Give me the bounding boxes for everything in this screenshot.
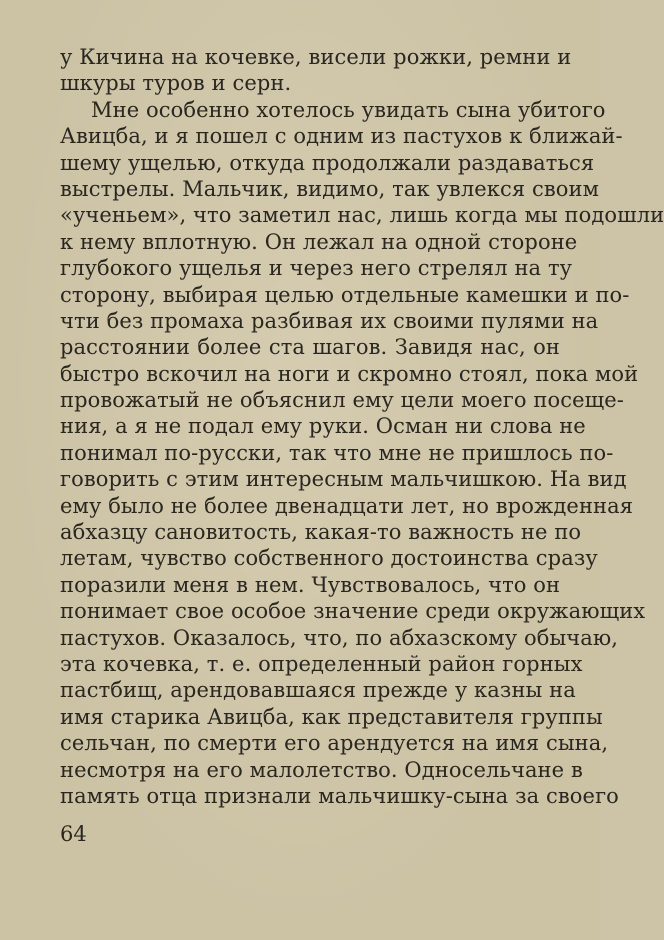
- text-line: говорить с этим интересным мальчишкою. На вид: [60, 467, 627, 492]
- text-line: ния, а я не подал ему руки. Осман ни слова не: [60, 414, 586, 439]
- text-line: к нему вплотную. Он лежал на одной стороне: [60, 229, 578, 254]
- text-line: имя старика Авицба, как представителя группы: [60, 704, 603, 729]
- text-line: понимал по-русски, так что мне не пришлось по-: [60, 440, 614, 465]
- text-line: Авицба, и я пошел с одним из пастухов к ближай-: [60, 124, 623, 149]
- text-line: глубокого ущелья и через него стрелял на ту: [60, 256, 573, 281]
- body-text: [60, 44, 664, 809]
- text-line: летам, чувство собственного достоинства сразу: [60, 546, 598, 571]
- text-line: несмотря на его малолетство. Односельчане в: [60, 757, 583, 782]
- text-line: эта кочевка, т. е. определенный район горных: [60, 651, 583, 676]
- text-line: пастухов. Оказалось, что, по абхазскому обычаю,: [60, 625, 619, 650]
- text-line: сторону, выбирая целью отдельные камешки и по-: [60, 282, 630, 307]
- text-line: понимает свое особое значение среди окружающих: [60, 599, 646, 624]
- text-line: Мне особенно хотелось увидать сына убитого: [91, 97, 606, 122]
- text-line: поразили меня в нем. Чувствовалось, что он: [60, 572, 561, 597]
- text-line: сельчан, по смерти его арендуется на имя сына,: [60, 731, 609, 756]
- text-line: пастбищ, арендовавшаяся прежде у казны на: [60, 678, 576, 703]
- text-line: память отца признали мальчишку-сына за своего: [60, 783, 619, 808]
- text-line: «ученьем», что заметил нас, лишь когда мы подошли: [60, 203, 664, 228]
- text-line: провожатый не объяснил ему цели моего посеще-: [60, 388, 624, 413]
- page-number: 64: [60, 822, 87, 846]
- text-line: шему ущелью, откуда продолжали раздаваться: [60, 150, 595, 175]
- text-line: шкуры туров и серн.: [60, 71, 292, 96]
- text-line: выстрелы. Мальчик, видимо, так увлекся своим: [60, 176, 600, 201]
- text-line: ему было не более двенадцати лет, но врожденная: [60, 493, 634, 518]
- text-line: расстоянии более ста шагов. Завидя нас, он: [60, 335, 560, 360]
- text-line: у Кичина на кочевке, висели рожки, ремни и: [60, 45, 572, 69]
- text-line: быстро вскочил на ноги и скромно стоял, пока мой: [60, 361, 639, 386]
- text-line: абхазцу сановитость, какая-то важность не по: [60, 520, 582, 545]
- text-line: чти без промаха разбивая их своими пулями на: [60, 308, 599, 333]
